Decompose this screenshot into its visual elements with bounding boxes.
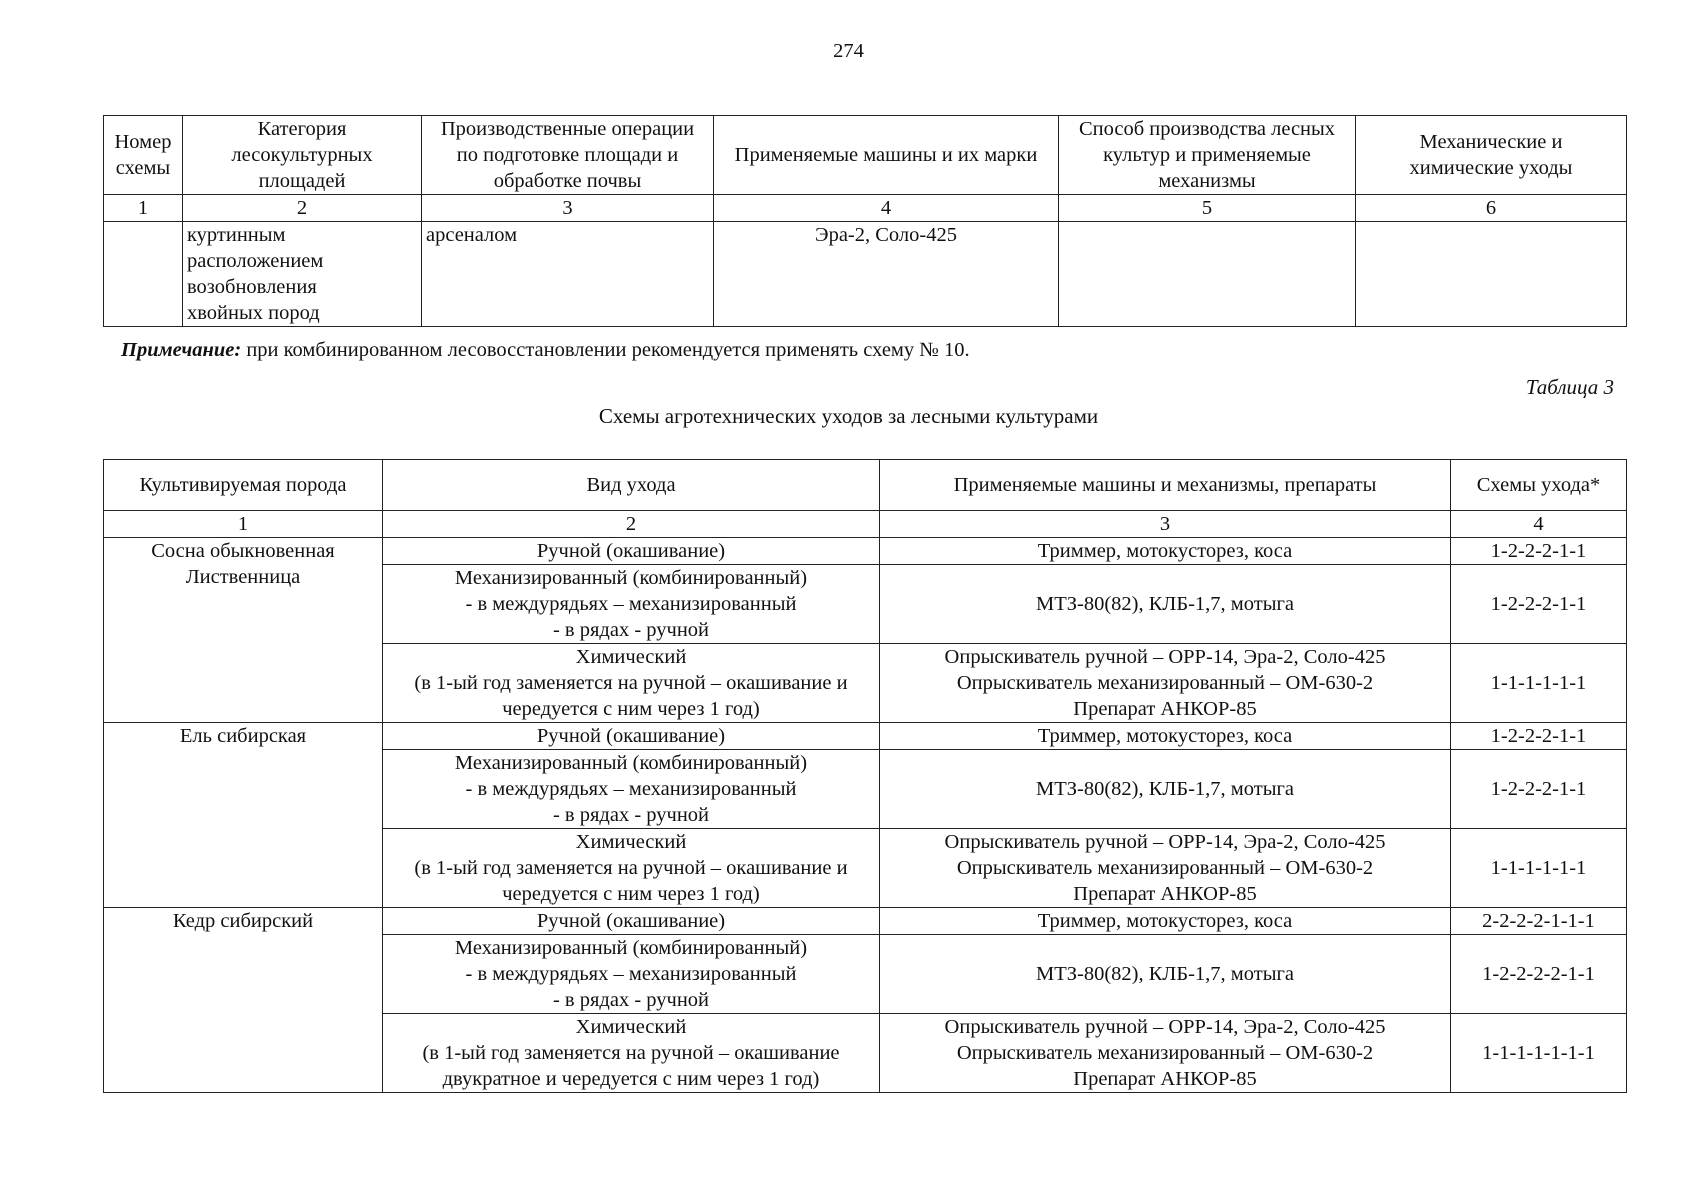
table-cell: куртинным расположением возобновления хвойных пород — [183, 222, 422, 327]
machines-cell: Опрыскиватель ручной – ОРР-14, Эра-2, Соло-425 Опрыскиватель механизированный – ОМ-630-2 Препарат АНКОР-85 — [880, 644, 1451, 723]
column-number: 2 — [383, 511, 880, 538]
species-cell: Сосна обыкновенная Лиственница — [104, 538, 383, 723]
header-cell: Механические и химические уходы — [1356, 116, 1627, 195]
machines-cell: МТЗ-80(82), КЛБ-1,7, мотыга — [880, 935, 1451, 1014]
note-label: Примечание: — [121, 339, 242, 361]
table-cell — [1356, 222, 1627, 327]
scheme-cell: 1-1-1-1-1-1 — [1451, 829, 1627, 908]
column-number: 1 — [104, 511, 383, 538]
column-number: 1 — [104, 195, 183, 222]
scheme-cell: 1-2-2-2-2-1-1 — [1451, 935, 1627, 1014]
care-type-cell: Механизированный (комбинированный) - в междурядьях – механизированный - в рядах - ручной — [383, 565, 880, 644]
column-number: 5 — [1059, 195, 1356, 222]
header-cell: Вид ухода — [383, 460, 880, 511]
table-header-row — [104, 460, 1627, 511]
machines-cell: Опрыскиватель ручной – ОРР-14, Эра-2, Соло-425 Опрыскиватель механизированный – ОМ-630-2 Препарат АНКОР-85 — [880, 1014, 1451, 1093]
table-header-row — [104, 116, 1627, 195]
header-cell: Применяемые машины и механизмы, препараты — [880, 460, 1451, 511]
table-cell: арсеналом — [422, 222, 714, 327]
care-type-cell: Ручной (окашивание) — [383, 908, 880, 935]
machines-cell: Триммер, мотокусторез, коса — [880, 538, 1451, 565]
table-label: Таблица 3 — [1525, 375, 1614, 399]
machines-cell: Опрыскиватель ручной – ОРР-14, Эра-2, Соло-425 Опрыскиватель механизированный – ОМ-630-2 Препарат АНКОР-85 — [880, 829, 1451, 908]
table-row — [104, 908, 1627, 935]
scheme-cell: 1-1-1-1-1-1 — [1451, 644, 1627, 723]
scheme-cell: 1-1-1-1-1-1-1 — [1451, 1014, 1627, 1093]
header-cell: Производственные операции по подготовке площади и обработке почвы — [422, 116, 714, 195]
table-title: Схемы агротехнических уходов за лесными культурами — [598, 404, 1099, 428]
column-number: 3 — [422, 195, 714, 222]
note — [121, 337, 970, 363]
scheme-cell: 1-2-2-2-1-1 — [1451, 723, 1627, 750]
note-text: при комбинированном лесовосстановлении рекомендуется применять схему № 10. — [241, 339, 970, 361]
column-number: 4 — [714, 195, 1059, 222]
species-cell: Кедр сибирский — [104, 908, 383, 1093]
header-cell: Схемы ухода* — [1451, 460, 1627, 511]
table-cell — [104, 222, 183, 327]
header-cell: Культивируемая порода — [104, 460, 383, 511]
column-number: 2 — [183, 195, 422, 222]
care-type-cell: Ручной (окашивание) — [383, 723, 880, 750]
care-type-cell: Механизированный (комбинированный) - в междурядьях – механизированный - в рядах - ручной — [383, 935, 880, 1014]
scheme-cell: 1-2-2-2-1-1 — [1451, 750, 1627, 829]
header-cell: Применяемые машины и их марки — [714, 116, 1059, 195]
table-row — [104, 538, 1627, 565]
care-schemes-table — [103, 459, 1627, 1093]
machines-cell: Триммер, мотокусторез, коса — [880, 908, 1451, 935]
machines-cell: МТЗ-80(82), КЛБ-1,7, мотыга — [880, 565, 1451, 644]
species-cell: Ель сибирская — [104, 723, 383, 908]
header-cell: Способ производства лесных культур и применяемые механизмы — [1059, 116, 1356, 195]
machines-cell: Триммер, мотокусторез, коса — [880, 723, 1451, 750]
column-number: 6 — [1356, 195, 1627, 222]
scheme-cell: 2-2-2-2-1-1-1 — [1451, 908, 1627, 935]
header-cell: Категория лесокультурных площадей — [183, 116, 422, 195]
scheme-cell: 1-2-2-2-1-1 — [1451, 538, 1627, 565]
care-type-cell: Химический (в 1-ый год заменяется на ручной – окашивание и чередуется с ним через 1 год) — [383, 644, 880, 723]
header-cell: Номер схемы — [104, 116, 183, 195]
care-type-cell: Ручной (окашивание) — [383, 538, 880, 565]
column-number: 3 — [880, 511, 1451, 538]
care-type-cell: Химический (в 1-ый год заменяется на ручной – окашивание и чередуется с ним через 1 год) — [383, 829, 880, 908]
scheme-cell: 1-2-2-2-1-1 — [1451, 565, 1627, 644]
column-number-row — [104, 511, 1627, 538]
table-cell: Эра-2, Соло-425 — [714, 222, 1059, 327]
table-cell — [1059, 222, 1356, 327]
machines-cell: МТЗ-80(82), КЛБ-1,7, мотыга — [880, 750, 1451, 829]
care-type-cell: Химический (в 1-ый год заменяется на ручной – окашивание двукратное и чередуется с ним через 1 год) — [383, 1014, 880, 1093]
column-number: 4 — [1451, 511, 1627, 538]
care-type-cell: Механизированный (комбинированный) - в междурядьях – механизированный - в рядах - ручной — [383, 750, 880, 829]
page-number: 274 — [833, 40, 864, 62]
column-number-row — [104, 195, 1627, 222]
table-row — [104, 222, 1627, 327]
table-row — [104, 723, 1627, 750]
operations-table — [103, 115, 1627, 327]
